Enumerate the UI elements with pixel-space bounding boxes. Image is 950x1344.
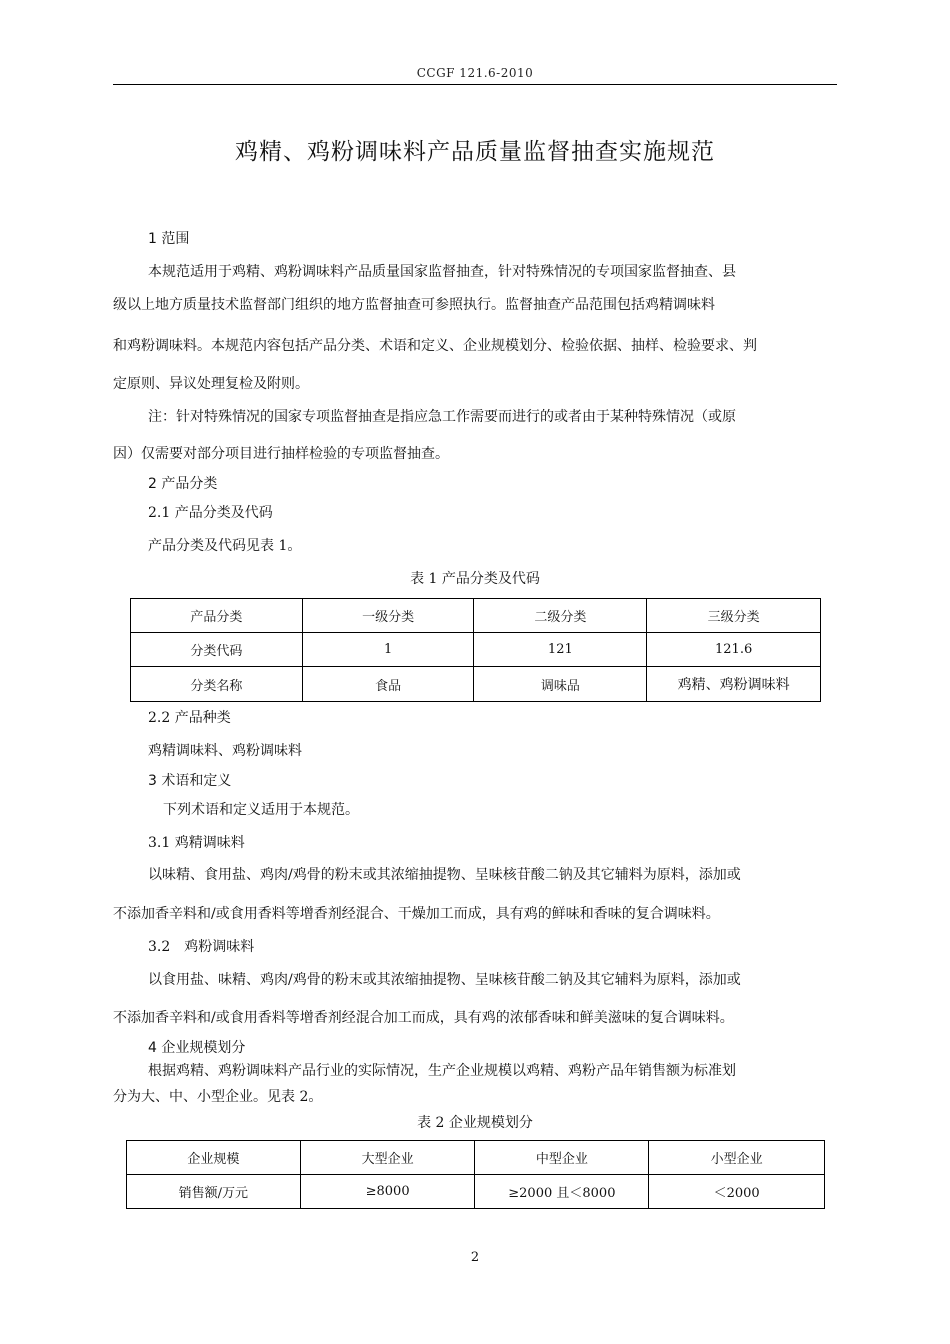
- section-3-1-text-line: 以味精、食用盐、鸡肉/鸡骨的粉末或其浓缩抽提物、呈味核苷酸二钠及其它辅料为原料，添加或: [148, 867, 741, 883]
- header-rule: [113, 84, 837, 85]
- table-row: [127, 1175, 825, 1209]
- table-cell: 鸡精、鸡粉调味料: [647, 667, 821, 702]
- table-cell: 中型企业: [475, 1141, 649, 1175]
- table-cell: ≥8000: [300, 1175, 475, 1209]
- section-3-1-text-line: 不添加香辛料和/或食用香料等增香剂经混合、干燥加工而成，具有鸡的鲜味和香味的复合调味料。: [113, 906, 720, 922]
- table-cell: ≥2000 且＜8000: [475, 1175, 649, 1209]
- section-3-2-text-line: 不添加香辛料和/或食用香料等增香剂经混合加工而成，具有鸡的浓郁香味和鲜美滋味的复合调味料。: [113, 1010, 734, 1026]
- section-1-heading: 1 范围: [148, 231, 190, 247]
- table-cell: 销售额/万元: [127, 1175, 301, 1209]
- section-2-heading: 2 产品分类: [148, 476, 218, 492]
- section-3-heading: 3 术语和定义: [148, 773, 232, 789]
- table-cell: 分类名称: [131, 667, 303, 702]
- table-1-caption: 表 1 产品分类及代码: [410, 571, 540, 587]
- table-2-caption: 表 2 企业规模划分: [417, 1115, 533, 1131]
- table-cell: 大型企业: [300, 1141, 475, 1175]
- section-4-heading: 4 企业规模划分: [148, 1040, 246, 1056]
- table-cell: 121.6: [647, 633, 821, 667]
- table-cell: 三级分类: [647, 599, 821, 633]
- section-3-2-text-line: 以食用盐、味精、鸡肉/鸡骨的粉末或其浓缩抽提物、呈味核苷酸二钠及其它辅料为原料，添加或: [148, 972, 741, 988]
- table-cell: 1: [302, 633, 474, 667]
- table-cell: 二级分类: [474, 599, 647, 633]
- table-cell: 企业规模: [127, 1141, 301, 1175]
- section-3-1-heading: 3.1 鸡精调味料: [148, 835, 245, 851]
- page-title: 鸡精、鸡粉调味料产品质量监督抽查实施规范: [235, 139, 715, 165]
- table-cell: 121: [474, 633, 647, 667]
- section-1-note-line: 注：针对特殊情况的国家专项监督抽查是指应急工作需要而进行的或者由于某种特殊情况（或原: [148, 409, 736, 425]
- table-cell: 调味品: [474, 667, 647, 702]
- section-3-2-heading: 3.2 鸡粉调味料: [148, 939, 255, 955]
- section-1-note-line: 因）仅需要对部分项目进行抽样检验的专项监督抽查。: [113, 446, 449, 462]
- section-2-2-heading: 2.2 产品种类: [148, 710, 231, 726]
- table-cell: 分类代码: [131, 633, 303, 667]
- section-4-text-line: 分为大、中、小型企业。见表 2。: [113, 1089, 323, 1105]
- section-4-text-line: 根据鸡精、鸡粉调味料产品行业的实际情况，生产企业规模以鸡精、鸡粉产品年销售额为标准划: [148, 1063, 736, 1079]
- page-number: 2: [470, 1250, 480, 1265]
- section-3-intro: 下列术语和定义适用于本规范。: [163, 802, 359, 818]
- table-row: [131, 633, 821, 667]
- table-row: [131, 667, 821, 702]
- table-1: [130, 598, 821, 702]
- section-2-1-text: 产品分类及代码见表 1。: [148, 538, 302, 554]
- table-cell: ＜2000: [649, 1175, 825, 1209]
- table-cell: 一级分类: [302, 599, 474, 633]
- document-code-header: CCGF 121.6-2010: [416, 66, 534, 80]
- table-row: [131, 599, 821, 633]
- section-2-2-text: 鸡精调味料、鸡粉调味料: [148, 743, 302, 759]
- section-1-paragraph-line: 级以上地方质量技术监督部门组织的地方监督抽查可参照执行。监督抽查产品范围包括鸡精调味料: [113, 297, 715, 313]
- table-cell: 食品: [302, 667, 474, 702]
- section-1-paragraph-line: 本规范适用于鸡精、鸡粉调味料产品质量国家监督抽查，针对特殊情况的专项国家监督抽查、县: [148, 264, 736, 280]
- table-cell: 产品分类: [131, 599, 303, 633]
- section-1-paragraph-line: 和鸡粉调味料。本规范内容包括产品分类、术语和定义、企业规模划分、检验依据、抽样、检验要求、判: [113, 338, 757, 354]
- section-2-1-heading: 2.1 产品分类及代码: [148, 505, 273, 521]
- table-cell: 小型企业: [649, 1141, 825, 1175]
- table-2: [126, 1140, 825, 1209]
- table-row: [127, 1141, 825, 1175]
- section-1-paragraph-line: 定原则、异议处理复检及附则。: [113, 376, 309, 392]
